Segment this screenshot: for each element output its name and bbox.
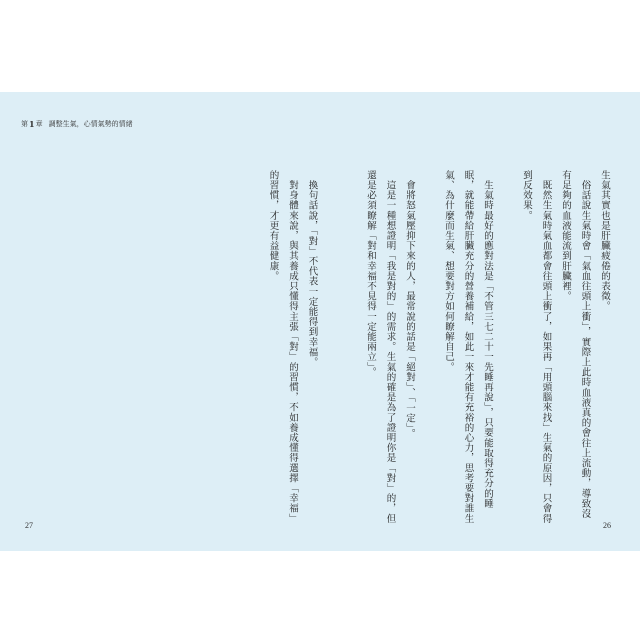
chapter-prefix: 第 bbox=[21, 120, 28, 128]
text-column: 會將怒氣壓抑下來的人，最常說的話是「絕對」、「一定」。 bbox=[404, 170, 415, 439]
text-column: 對身體來說，與其養成只懂得主張「對」的習慣，不如養成懂得選擇「幸福」 bbox=[287, 170, 298, 524]
text-column: 到反效果。 bbox=[521, 170, 532, 221]
text-column: 俗話說生氣時會「氣血往頭上衝」，實際上此時血液真的會往上流動，導致沒 bbox=[579, 170, 591, 519]
chapter-header bbox=[21, 119, 133, 129]
text-column: 有足夠的血液能流到肝臟裡。 bbox=[560, 170, 571, 302]
text-column: 氣、為什麼而生氣、想要對方如何瞭解自己。 bbox=[443, 170, 454, 372]
chapter-number: 1 bbox=[29, 119, 35, 129]
text-column: 換句話說，「對」不代表一定能得到幸福。 bbox=[306, 170, 318, 368]
text-column: 還是必須瞭解「對和幸福不見得一定能兩立」。 bbox=[365, 170, 376, 378]
text-column: 生氣其實也是肝臟疲倦的表徵。 bbox=[599, 170, 610, 312]
chapter-title: 調整生氣，心情氣勢的情緒 bbox=[48, 120, 133, 128]
chapter-suffix: 章 bbox=[35, 120, 43, 128]
text-column: 既然生氣時氣血都會往頭上衝了，如果再「用頭腦來找」生氣的原因，只會得 bbox=[540, 170, 552, 524]
page-number-left: 27 bbox=[25, 521, 33, 530]
text-column: 這是一種想證明「我是對的」的需求。生氣的確是為了證明你是「對」的，但 bbox=[384, 170, 396, 524]
page-number-right: 26 bbox=[603, 521, 611, 530]
text-column: 生氣時最好的應對法是「不管三七二十一先睡再說」，只要能取得充分的睡 bbox=[482, 170, 493, 509]
text-column: 的習慣，才更有益健康。 bbox=[267, 170, 279, 282]
text-column: 眠，就能帶給肝臟充分的營養補給，如此一來才能有充裕的心力，思考要對誰生 bbox=[462, 170, 474, 524]
